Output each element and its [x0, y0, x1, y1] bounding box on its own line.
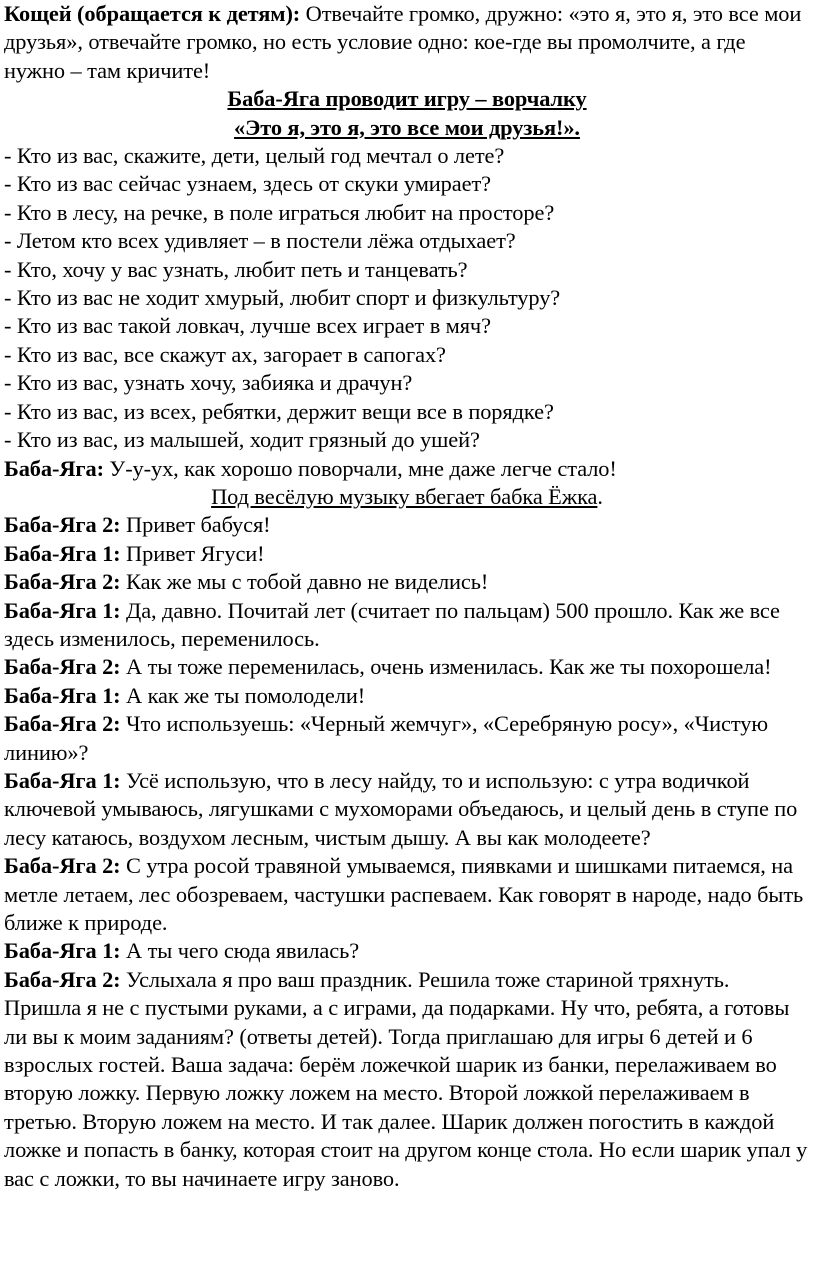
dialogue-line [4, 568, 810, 596]
document-body [4, 0, 810, 1193]
dialogue-text: Привет Ягуси! [120, 540, 265, 566]
dialogue-line [4, 682, 810, 710]
intro-paragraph [4, 0, 810, 85]
dialogue-text: А ты тоже переменилась, очень изменилась. Как же ты похорошела! [120, 654, 772, 680]
intro-text: Отвечайте громко, дружно: «это я, это я, это все мои друзья», отвечайте громко, но есть условие одно: кое-где вы промолчите, а где нужно – там кричите! [4, 1, 802, 83]
question-line: - Кто из вас не ходит хмурый, любит спорт и физкультуру? [4, 285, 561, 311]
dialogue-line [4, 597, 810, 654]
question-line: - Кто из вас, из всех, ребятки, держит вещи все в порядке? [4, 398, 554, 424]
speaker-label: Баба-Яга 2: [4, 966, 121, 992]
speaker-label: Баба-Яга 1: [4, 540, 121, 566]
speaker-label: Баба-Яга: [4, 455, 104, 481]
stage-direction [4, 483, 810, 511]
speaker-label: Баба-Яга 1: [4, 597, 121, 623]
question-line: - Кто в лесу, на речке, в поле играться любит на просторе? [4, 199, 555, 225]
dialogue-text: Как же мы с тобой давно не виделись! [120, 569, 489, 595]
dialogue-line [4, 455, 810, 483]
dialogue-text: А ты чего сюда явилась? [120, 938, 360, 964]
dialogue-line [4, 653, 810, 681]
speaker-label: Баба-Яга 1: [4, 767, 121, 793]
speaker-label: Баба-Яга 1: [4, 682, 121, 708]
dialogue-text: Услыхала я про ваш праздник. Решила тоже стариной тряхнуть. Пришла я не с пустыми руками, а с играми, да подарками. Ну что, ребята, а готовы ли вы к моим заданиям? (ответы детей). Тогда приглашаю для игры 6 детей и 6 взрослых гостей. Ваша задача: берём ложечкой шарик из банки, перелаживаем во вторую ложку. Первую ложку ложем на место. Второй ложкой перелаживаем в третью. Вторую ложем на место. И так далее. Шарик должен погостить в каждой ложке и попасть в банку, которая стоит на другом конце стола. Но если шарик упал у вас с ложки, то вы начинаете игру заново. [4, 966, 808, 1191]
dialogue-line [4, 852, 810, 937]
dialogue-line [4, 937, 810, 965]
dialogue-line [4, 710, 810, 767]
dialogue-text: С утра росой травяной умываемся, пиявками и шишками питаемся, на метле летаем, лес обозреваем, частушки распеваем. Как говорят в народе, надо быть ближе к природе. [4, 853, 804, 935]
dialogue-text: Да, давно. Почитай лет (считает по пальцам) 500 прошло. Как же все здесь изменилось, переменилось. [4, 597, 780, 651]
question-line: - Кто из вас, узнать хочу, забияка и драчун? [4, 370, 413, 396]
speaker-label: Кощей (обращается к детям): [4, 1, 301, 26]
dialogue-line [4, 966, 810, 1193]
dialogue-text: У-у-ух, как хорошо поворчали, мне даже легче стало! [103, 455, 617, 481]
dialogue-line [4, 767, 810, 852]
question-line: - Летом кто всех удивляет – в постели лёжа отдыхает? [4, 228, 516, 254]
question-line: - Кто, хочу у вас узнать, любит петь и танцевать? [4, 256, 468, 282]
question-line: - Кто из вас, все скажут ах, загорает в сапогах? [4, 341, 446, 367]
dialogue-text: Привет бабуся! [120, 512, 271, 538]
stage-direction-period: . [597, 483, 603, 509]
speaker-label: Баба-Яга 2: [4, 853, 121, 879]
speaker-label: Баба-Яга 1: [4, 938, 121, 964]
stage-direction-text: Под весёлую музыку вбегает бабка Ёжка [211, 483, 598, 509]
speaker-label: Баба-Яга 2: [4, 654, 121, 680]
dialogue-text: Усё использую, что в лесу найду, то и использую: с утра водичкой ключевой умываюсь, лягушками с мухоморами объедаюсь, и целый день в ступе по лесу катаюсь, воздухом лесным, чистым дышу. А вы как молодеете? [4, 767, 798, 850]
game-title-line2: «Это я, это я, это все мои друзья!». [234, 114, 580, 140]
dialogue-line [4, 540, 810, 568]
dialogue-text: Что используешь: «Черный жемчуг», «Серебряную росу», «Чистую линию»? [4, 711, 769, 765]
dialogue-text: А как же ты помолодели! [120, 682, 366, 708]
speaker-label: Баба-Яга 2: [4, 569, 121, 595]
game-title-line1: Баба-Яга проводит игру – ворчалку [227, 86, 587, 112]
speaker-label: Баба-Яга 2: [4, 512, 121, 538]
question-line: - Кто из вас, из малышей, ходит грязный до ушей? [4, 427, 480, 453]
question-line: - Кто из вас сейчас узнаем, здесь от скуки умирает? [4, 171, 491, 197]
question-line: - Кто из вас такой ловкач, лучше всех играет в мяч? [4, 313, 491, 339]
dialogue-line [4, 511, 810, 539]
question-line: - Кто из вас, скажите, дети, целый год мечтал о лете? [4, 143, 505, 169]
speaker-label: Баба-Яга 2: [4, 711, 121, 737]
